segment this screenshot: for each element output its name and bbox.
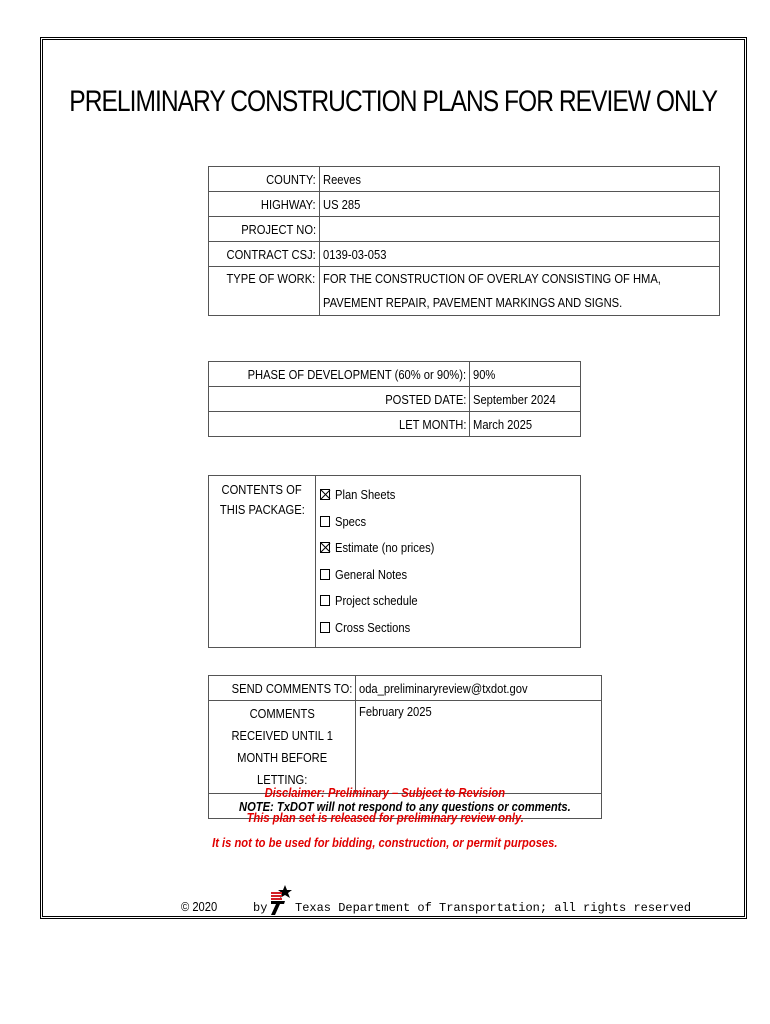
- comments-email[interactable]: oda_preliminaryreview@txdot.gov: [359, 680, 528, 696]
- send-comments-label: SEND COMMENTS TO:: [231, 680, 353, 696]
- work-type-line-2: PAVEMENT REPAIR, PAVEMENT MARKINGS AND SIGNS.: [322, 295, 623, 310]
- disclaimer-line-2: This plan set is released for preliminary review only.: [246, 810, 524, 825]
- received-label-line-1: COMMENTS RECEIVED UNTIL 1: [231, 706, 333, 743]
- disclaimer-line-1: Disclaimer: Preliminary – Subject to Revision: [264, 785, 506, 800]
- contents-label-line-2: THIS PACKAGE:: [219, 502, 305, 517]
- checked-box-icon: [320, 542, 330, 553]
- disclaimer-line-3: It is not to be used for bidding, construction, or permit purposes.: [212, 835, 558, 850]
- contents-item-general-notes: General Notes: [320, 562, 576, 589]
- contents-table: [208, 475, 581, 648]
- posted-date-value: September 2024: [473, 391, 556, 407]
- received-label-line-2: MONTH BEFORE LETTING:: [237, 750, 328, 787]
- contents-label-line-1: CONTENTS OF: [221, 482, 303, 497]
- work-type-label: TYPE OF WORK:: [226, 271, 316, 286]
- let-month-value: March 2025: [473, 416, 533, 432]
- phase-table: [208, 361, 581, 437]
- contents-item-cross-sections: Cross Sections: [320, 615, 576, 642]
- let-month-label: LET MONTH:: [398, 416, 467, 432]
- unchecked-box-icon: [320, 595, 330, 606]
- contents-item-estimate: Estimate (no prices): [320, 535, 576, 562]
- project-no-label: PROJECT NO:: [240, 221, 316, 237]
- work-type-line-1: FOR THE CONSTRUCTION OF OVERLAY CONSISTING OF HMA,: [322, 271, 661, 286]
- checked-box-icon: [320, 489, 330, 500]
- project-info-table: [208, 166, 720, 316]
- unchecked-box-icon: [320, 569, 330, 580]
- footer-org: Texas Department of Transportation; all rights reserved: [295, 901, 692, 915]
- csj-label: CONTRACT CSJ:: [226, 246, 316, 262]
- posted-date-label: POSTED DATE:: [384, 391, 467, 407]
- received-value: February 2025: [359, 704, 433, 719]
- contents-item-specs: Specs: [320, 509, 576, 536]
- copyright: © 2020: [181, 899, 218, 914]
- unchecked-box-icon: [320, 516, 330, 527]
- contents-item-project-schedule: Project schedule: [320, 588, 576, 615]
- csj-value: 0139-03-053: [322, 246, 387, 262]
- txdot-logo-icon: [268, 884, 294, 916]
- comments-note: NOTE: TxDOT will not respond to any questions or comments.: [238, 798, 571, 814]
- county-value: Reeves: [322, 171, 361, 187]
- phase-value: 90%: [473, 366, 496, 382]
- highway-value: US 285: [322, 196, 361, 212]
- phase-label: PHASE OF DEVELOPMENT (60% or 90%):: [247, 366, 467, 382]
- page-title: PRELIMINARY CONSTRUCTION PLANS FOR REVIEW ONLY: [69, 85, 718, 118]
- footer-by: by: [253, 901, 268, 915]
- highway-label: HIGHWAY:: [261, 196, 316, 212]
- unchecked-box-icon: [320, 622, 330, 633]
- county-label: COUNTY:: [266, 171, 316, 187]
- contents-item-plan-sheets: Plan Sheets: [320, 482, 576, 509]
